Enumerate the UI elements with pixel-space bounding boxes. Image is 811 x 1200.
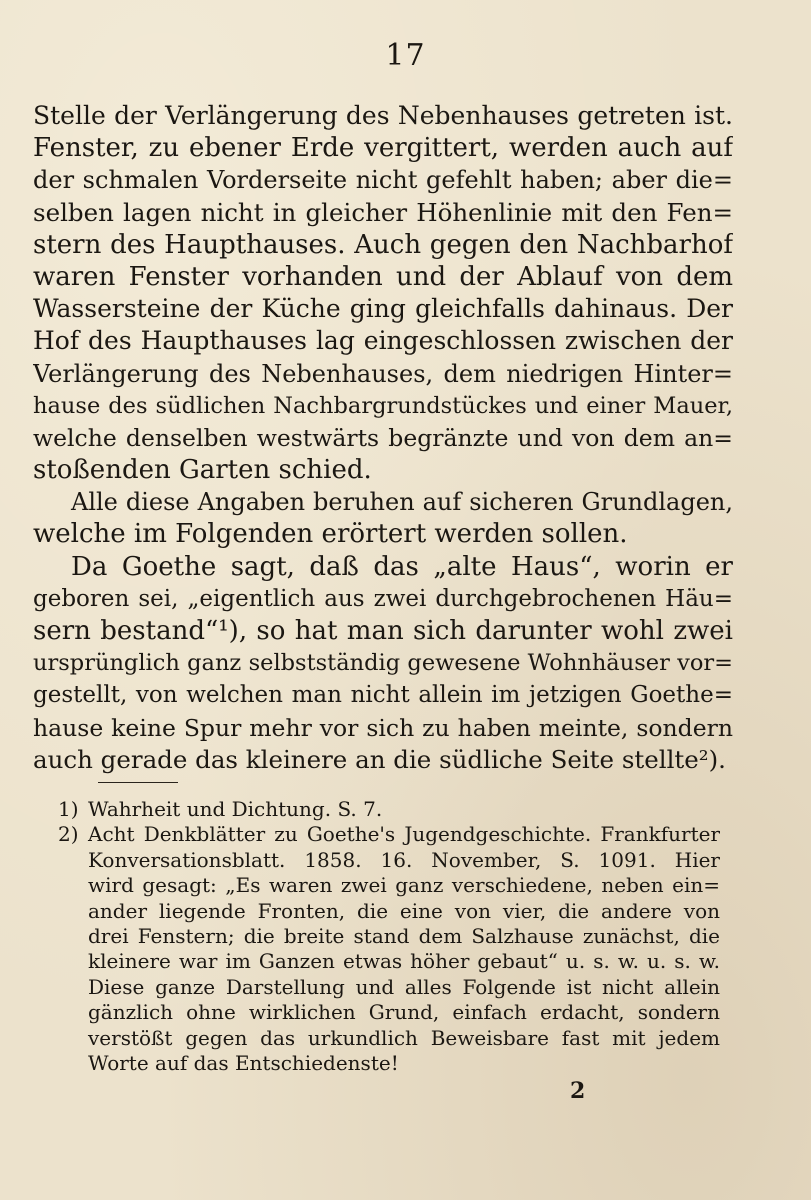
signature-mark: 2 xyxy=(570,1078,586,1104)
footnote-2 xyxy=(58,822,720,847)
text-line: gestellt, von welchen man nicht allein im jetzigen Goethe= xyxy=(33,682,733,709)
footnote-line: wird gesagt: „Es waren zwei ganz verschiedene, neben ein= xyxy=(88,873,720,898)
footnote-text: Wahrheit und Dichtung. S. 7. xyxy=(88,797,383,821)
footnote-marker: 1) xyxy=(58,797,79,821)
text-line: Alle diese Angaben beruhen auf sicheren Grundlagen, xyxy=(71,488,733,517)
footnote-line: drei Fenstern; die breite stand dem Salzhause zunächst, die xyxy=(88,923,720,948)
footnote-marker: 2) xyxy=(58,822,79,847)
text-line: hause des südlichen Nachbargrundstückes und einer Mauer, xyxy=(33,392,733,419)
text-line: Da Goethe sagt, daß das „alte Haus“, worin er xyxy=(71,551,733,582)
footnote-line: Konversationsblatt. 1858. 16. November, S. 1091. Hier xyxy=(88,847,720,872)
text-line: stoßenden Garten schied. xyxy=(33,455,372,486)
footnote-1 xyxy=(58,797,720,822)
footnote-line: Worte auf das Entschiedenste! xyxy=(88,1050,399,1075)
main-text xyxy=(33,100,733,776)
text-line: sern bestand“¹), so hat man sich darunter wohl zwei xyxy=(33,616,733,646)
footnote-line: gänzlich ohne wirklichen Grund, einfach erdacht, sondern xyxy=(88,1000,720,1025)
footnote-line: verstößt gegen das urkundlich Beweisbare fast mit jedem xyxy=(88,1025,720,1050)
text-line: geboren sei, „eigentlich aus zwei durchgebrochenen Häu= xyxy=(33,585,733,612)
text-line: Wassersteine der Küche ging gleichfalls dahinaus. Der xyxy=(33,294,733,324)
footnote-text: Acht Denkblätter zu Goethe's Jugendgeschichte. Frankfurter xyxy=(88,822,720,847)
text-line: welche denselben westwärts begränzte und von dem an= xyxy=(33,423,733,452)
footnote-line: ander liegende Fronten, die eine von vier, die andere von xyxy=(88,898,720,923)
text-line: der schmalen Vorderseite nicht gefehlt haben; aber die= xyxy=(33,166,733,195)
footnotes xyxy=(58,797,720,1076)
text-line: Stelle der Verlängerung des Nebenhauses getreten ist. xyxy=(33,101,733,130)
footnote-line: kleinere war im Ganzen etwas höher gebaut“ u. s. w. u. s. w. xyxy=(88,949,720,974)
text-line: Fenster, zu ebener Erde vergittert, werden auch auf xyxy=(33,133,733,164)
text-line: waren Fenster vorhanden und der Ablauf von dem xyxy=(33,261,733,292)
text-line: hause keine Spur mehr vor sich zu haben meinte, sondern xyxy=(33,713,733,742)
footnote-line: Diese ganze Darstellung und alles Folgende ist nicht allein xyxy=(88,974,720,999)
text-line: ursprünglich ganz selbstständig gewesene Wohnhäuser vor= xyxy=(33,650,733,677)
text-line: Verlängerung des Nebenhauses, dem niedrigen Hinter= xyxy=(33,359,733,388)
page-number: 17 xyxy=(385,38,426,73)
footnote-divider xyxy=(98,782,178,783)
text-line: selben lagen nicht in gleicher Höhenlinie mit den Fen= xyxy=(33,197,733,227)
text-line: welche im Folgenden erörtert werden sollen. xyxy=(33,519,628,550)
text-line: stern des Haupthauses. Auch gegen den Nachbarhof xyxy=(33,229,733,260)
text-line: Hof des Haupthauses lag eingeschlossen zwischen der xyxy=(33,326,733,356)
text-line: auch gerade das kleinere an die südliche Seite stellte²). xyxy=(33,744,726,774)
